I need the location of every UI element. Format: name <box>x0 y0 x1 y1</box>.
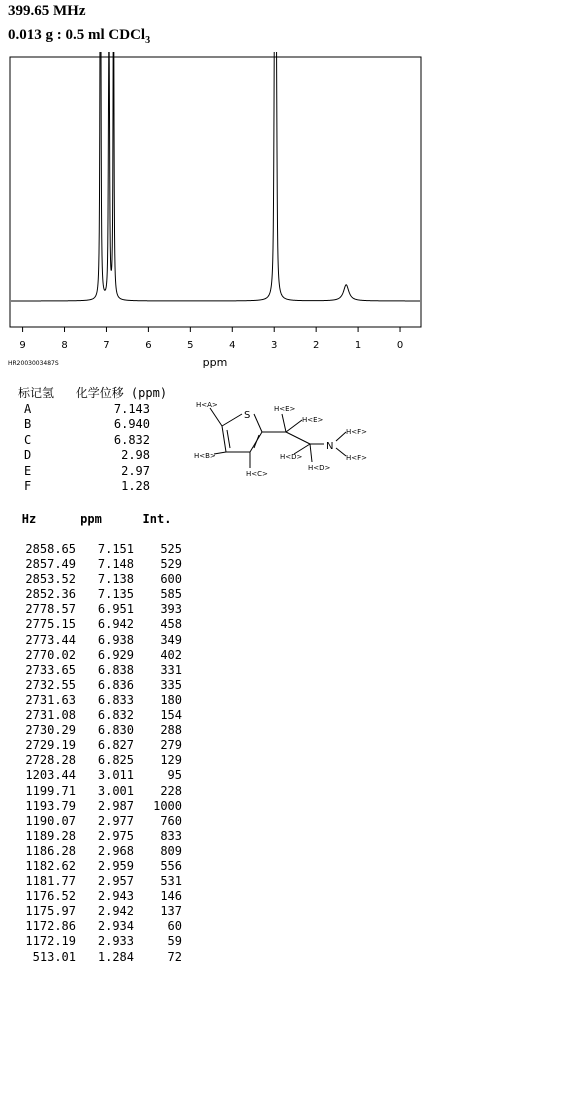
peak-table-rows <box>8 542 182 965</box>
peak-hz: 2775.15 <box>25 617 76 632</box>
peak-row <box>8 572 182 587</box>
assignment-shift: 6.832 <box>113 432 150 447</box>
molecule-structure <box>190 392 380 484</box>
peak-row <box>8 587 182 602</box>
peak-hz: 1189.28 <box>25 828 76 843</box>
peak-ppm: 6.827 <box>97 738 134 753</box>
sample-subscript: 3 <box>145 35 151 46</box>
peak-int: 335 <box>160 677 182 692</box>
peak-int: 525 <box>160 542 182 556</box>
peak-row <box>8 633 182 648</box>
peak-ppm: 1.284 <box>97 949 134 964</box>
peak-int: 402 <box>160 647 182 662</box>
peak-row <box>8 889 182 904</box>
peak-int: 95 <box>167 768 182 783</box>
peak-row <box>8 542 182 557</box>
assignment-row <box>18 479 167 495</box>
peak-hz: 1172.86 <box>25 919 76 934</box>
spectrometer-frequency: 399.65 MHz <box>8 3 86 19</box>
peak-hz: 2729.19 <box>25 738 76 753</box>
nmr-spectrum-chart <box>0 52 440 372</box>
peak-int: 556 <box>160 858 182 873</box>
x-tick-label: 2 <box>312 340 320 351</box>
peak-ppm: 2.975 <box>97 828 134 843</box>
peak-hz: 2731.63 <box>25 692 76 707</box>
assignment-row <box>18 433 167 449</box>
peak-ppm: 2.942 <box>97 904 134 919</box>
assignment-shift: 1.28 <box>121 479 150 493</box>
peak-row <box>8 799 182 814</box>
peak-hz: 1176.52 <box>25 889 76 904</box>
peak-int: 531 <box>160 874 182 889</box>
x-axis-ticks <box>23 327 400 332</box>
peak-ppm: 6.833 <box>97 692 134 707</box>
peak-int: 137 <box>160 904 182 919</box>
peak-ppm: 6.951 <box>97 602 134 617</box>
hydrogen-e1-label: H<E> <box>274 405 296 413</box>
peak-row <box>8 693 182 708</box>
peak-int: 59 <box>167 934 182 949</box>
peak-int: 600 <box>160 572 182 587</box>
peak-hz: 1203.44 <box>25 768 76 783</box>
assignment-shift: 7.143 <box>113 401 150 416</box>
peak-int: 585 <box>160 587 182 602</box>
peak-hz: 2728.28 <box>25 753 76 768</box>
peak-hz: 513.01 <box>32 949 76 964</box>
peak-hz: 2731.08 <box>25 708 76 723</box>
peak-hz: 2852.36 <box>25 587 76 602</box>
atom-nitrogen: N <box>326 441 334 452</box>
peak-row <box>8 829 182 844</box>
peak-ppm: 7.135 <box>97 587 134 602</box>
peak-ppm: 7.148 <box>97 557 134 572</box>
x-tick-label: 5 <box>187 340 194 351</box>
assignment-row <box>18 448 167 464</box>
spectrum-code: HR2003003487S <box>8 360 59 367</box>
hydrogen-f1-label: H<F> <box>346 428 368 436</box>
peak-int: 760 <box>160 813 182 828</box>
peak-int: 331 <box>160 662 182 677</box>
peak-row <box>8 784 182 799</box>
hydrogen-c-label: H<C> <box>246 470 268 478</box>
peak-int: 288 <box>160 723 182 738</box>
peak-row <box>8 844 182 859</box>
peak-row <box>8 950 182 965</box>
assignment-shift: 2.97 <box>121 463 150 478</box>
peak-int: 60 <box>167 919 182 934</box>
peak-int: 154 <box>160 708 182 723</box>
assignment-col-shift: 化学位移 (ppm) <box>75 386 168 400</box>
peak-ppm: 6.929 <box>97 647 134 662</box>
peak-ppm: 2.968 <box>97 843 134 858</box>
x-axis-tick-labels <box>19 340 403 351</box>
hydrogen-a-label: H<A> <box>196 401 218 409</box>
spectrum-trace <box>11 52 420 301</box>
assignment-label: E <box>24 463 32 478</box>
peak-row <box>8 753 182 768</box>
peak-ppm: 2.959 <box>97 858 134 873</box>
peak-row <box>8 602 182 617</box>
peak-row <box>8 663 182 678</box>
peak-ppm: 6.942 <box>97 617 134 632</box>
peak-hz: 1182.62 <box>25 858 76 873</box>
peak-ppm: 2.957 <box>97 874 134 889</box>
peak-int: 1000 <box>153 798 182 813</box>
col-hz: Hz <box>21 512 37 526</box>
peak-row <box>8 557 182 572</box>
plot-frame <box>10 57 421 327</box>
hydrogen-b-label: H<B> <box>194 452 216 460</box>
peak-hz: 1199.71 <box>25 783 76 798</box>
peak-ppm: 3.011 <box>97 768 134 783</box>
x-tick-label: 8 <box>61 340 68 351</box>
peak-hz: 1186.28 <box>25 843 76 858</box>
peak-ppm: 6.832 <box>97 708 134 723</box>
peak-hz: 2770.02 <box>25 647 76 662</box>
peak-hz: 2773.44 <box>25 632 76 647</box>
assignment-shift: 2.98 <box>121 448 150 462</box>
x-tick-label: 6 <box>145 340 152 351</box>
peak-int: 529 <box>160 557 182 572</box>
peak-ppm: 2.934 <box>97 919 134 934</box>
peak-row <box>8 904 182 919</box>
x-tick-label: 3 <box>271 340 278 351</box>
assignment-row <box>18 464 167 480</box>
x-tick-label: 7 <box>103 340 110 351</box>
hydrogen-f2-label: H<F> <box>346 454 368 462</box>
assignment-row <box>18 417 167 433</box>
peak-ppm: 6.838 <box>97 662 134 677</box>
assignment-label: A <box>24 401 32 416</box>
peak-table-header <box>8 512 182 527</box>
assignment-label: C <box>24 432 32 447</box>
peak-ppm: 6.825 <box>97 753 134 768</box>
peak-int: 72 <box>167 949 182 964</box>
peak-ppm: 6.830 <box>97 723 134 738</box>
peak-hz: 2858.65 <box>25 542 76 556</box>
peak-row <box>8 859 182 874</box>
x-axis-label: ppm <box>202 356 228 369</box>
peak-int: 146 <box>160 889 182 904</box>
sample-text: 0.013 g : 0.5 ml CDCl <box>8 27 146 43</box>
peak-hz: 1172.19 <box>25 934 76 949</box>
peak-row <box>8 648 182 663</box>
x-tick-label: 4 <box>229 340 236 351</box>
assignment-label: B <box>24 417 32 431</box>
x-tick-label: 9 <box>19 340 26 351</box>
peak-row <box>8 617 182 632</box>
assignment-label: F <box>24 479 32 493</box>
peak-int: 228 <box>160 783 182 798</box>
peak-row <box>8 768 182 783</box>
peak-ppm: 7.138 <box>97 572 134 587</box>
atom-sulfur: S <box>244 410 251 421</box>
peak-hz: 2853.52 <box>25 572 76 587</box>
peak-ppm: 7.151 <box>97 542 134 556</box>
peak-table <box>8 512 182 965</box>
peak-ppm: 2.977 <box>97 813 134 828</box>
hydrogen-d1-label: H<D> <box>280 453 303 461</box>
assignment-col-label: 标记氢 <box>18 386 55 400</box>
sample-concentration <box>8 26 150 50</box>
peak-hz: 2857.49 <box>25 557 76 572</box>
assignment-header <box>18 386 167 402</box>
peak-ppm: 6.938 <box>97 632 134 647</box>
assignment-row <box>18 402 167 418</box>
peak-int: 349 <box>160 632 182 647</box>
peak-int: 809 <box>160 843 182 858</box>
peak-int: 393 <box>160 602 182 617</box>
peak-int: 458 <box>160 617 182 632</box>
peak-ppm: 2.943 <box>97 889 134 904</box>
x-tick-label: 1 <box>354 340 362 351</box>
peak-hz: 2732.55 <box>25 677 76 692</box>
peak-hz: 1181.77 <box>25 874 76 889</box>
peak-row <box>8 919 182 934</box>
peak-int: 129 <box>160 753 182 768</box>
peak-ppm: 2.987 <box>97 798 134 813</box>
peak-hz: 1190.07 <box>25 813 76 828</box>
col-ppm: ppm <box>80 512 102 526</box>
assignment-shift: 6.940 <box>113 417 150 431</box>
peak-ppm: 6.836 <box>97 677 134 692</box>
x-tick-label: 0 <box>396 340 404 351</box>
peak-row <box>8 708 182 723</box>
peak-hz: 2778.57 <box>25 602 76 617</box>
peak-row <box>8 678 182 693</box>
peak-hz: 2733.65 <box>25 662 76 677</box>
peak-hz: 1175.97 <box>25 904 76 919</box>
peak-int: 180 <box>160 692 182 707</box>
assignment-label: D <box>24 448 32 462</box>
assignment-rows <box>18 402 167 495</box>
peak-row <box>8 934 182 949</box>
col-int: Int. <box>142 512 172 526</box>
peak-ppm: 3.001 <box>97 783 134 798</box>
peak-int: 833 <box>160 828 182 843</box>
structure-bonds <box>210 408 346 468</box>
assignment-table <box>18 386 167 495</box>
peak-ppm: 2.933 <box>97 934 134 949</box>
peak-row <box>8 738 182 753</box>
peak-hz: 1193.79 <box>25 798 76 813</box>
peak-int: 279 <box>160 738 182 753</box>
peak-row <box>8 814 182 829</box>
peak-row <box>8 874 182 889</box>
hydrogen-d2-label: H<D> <box>308 464 331 472</box>
hydrogen-e2-label: H<E> <box>302 416 324 424</box>
peak-row <box>8 723 182 738</box>
peak-hz: 2730.29 <box>25 723 76 738</box>
